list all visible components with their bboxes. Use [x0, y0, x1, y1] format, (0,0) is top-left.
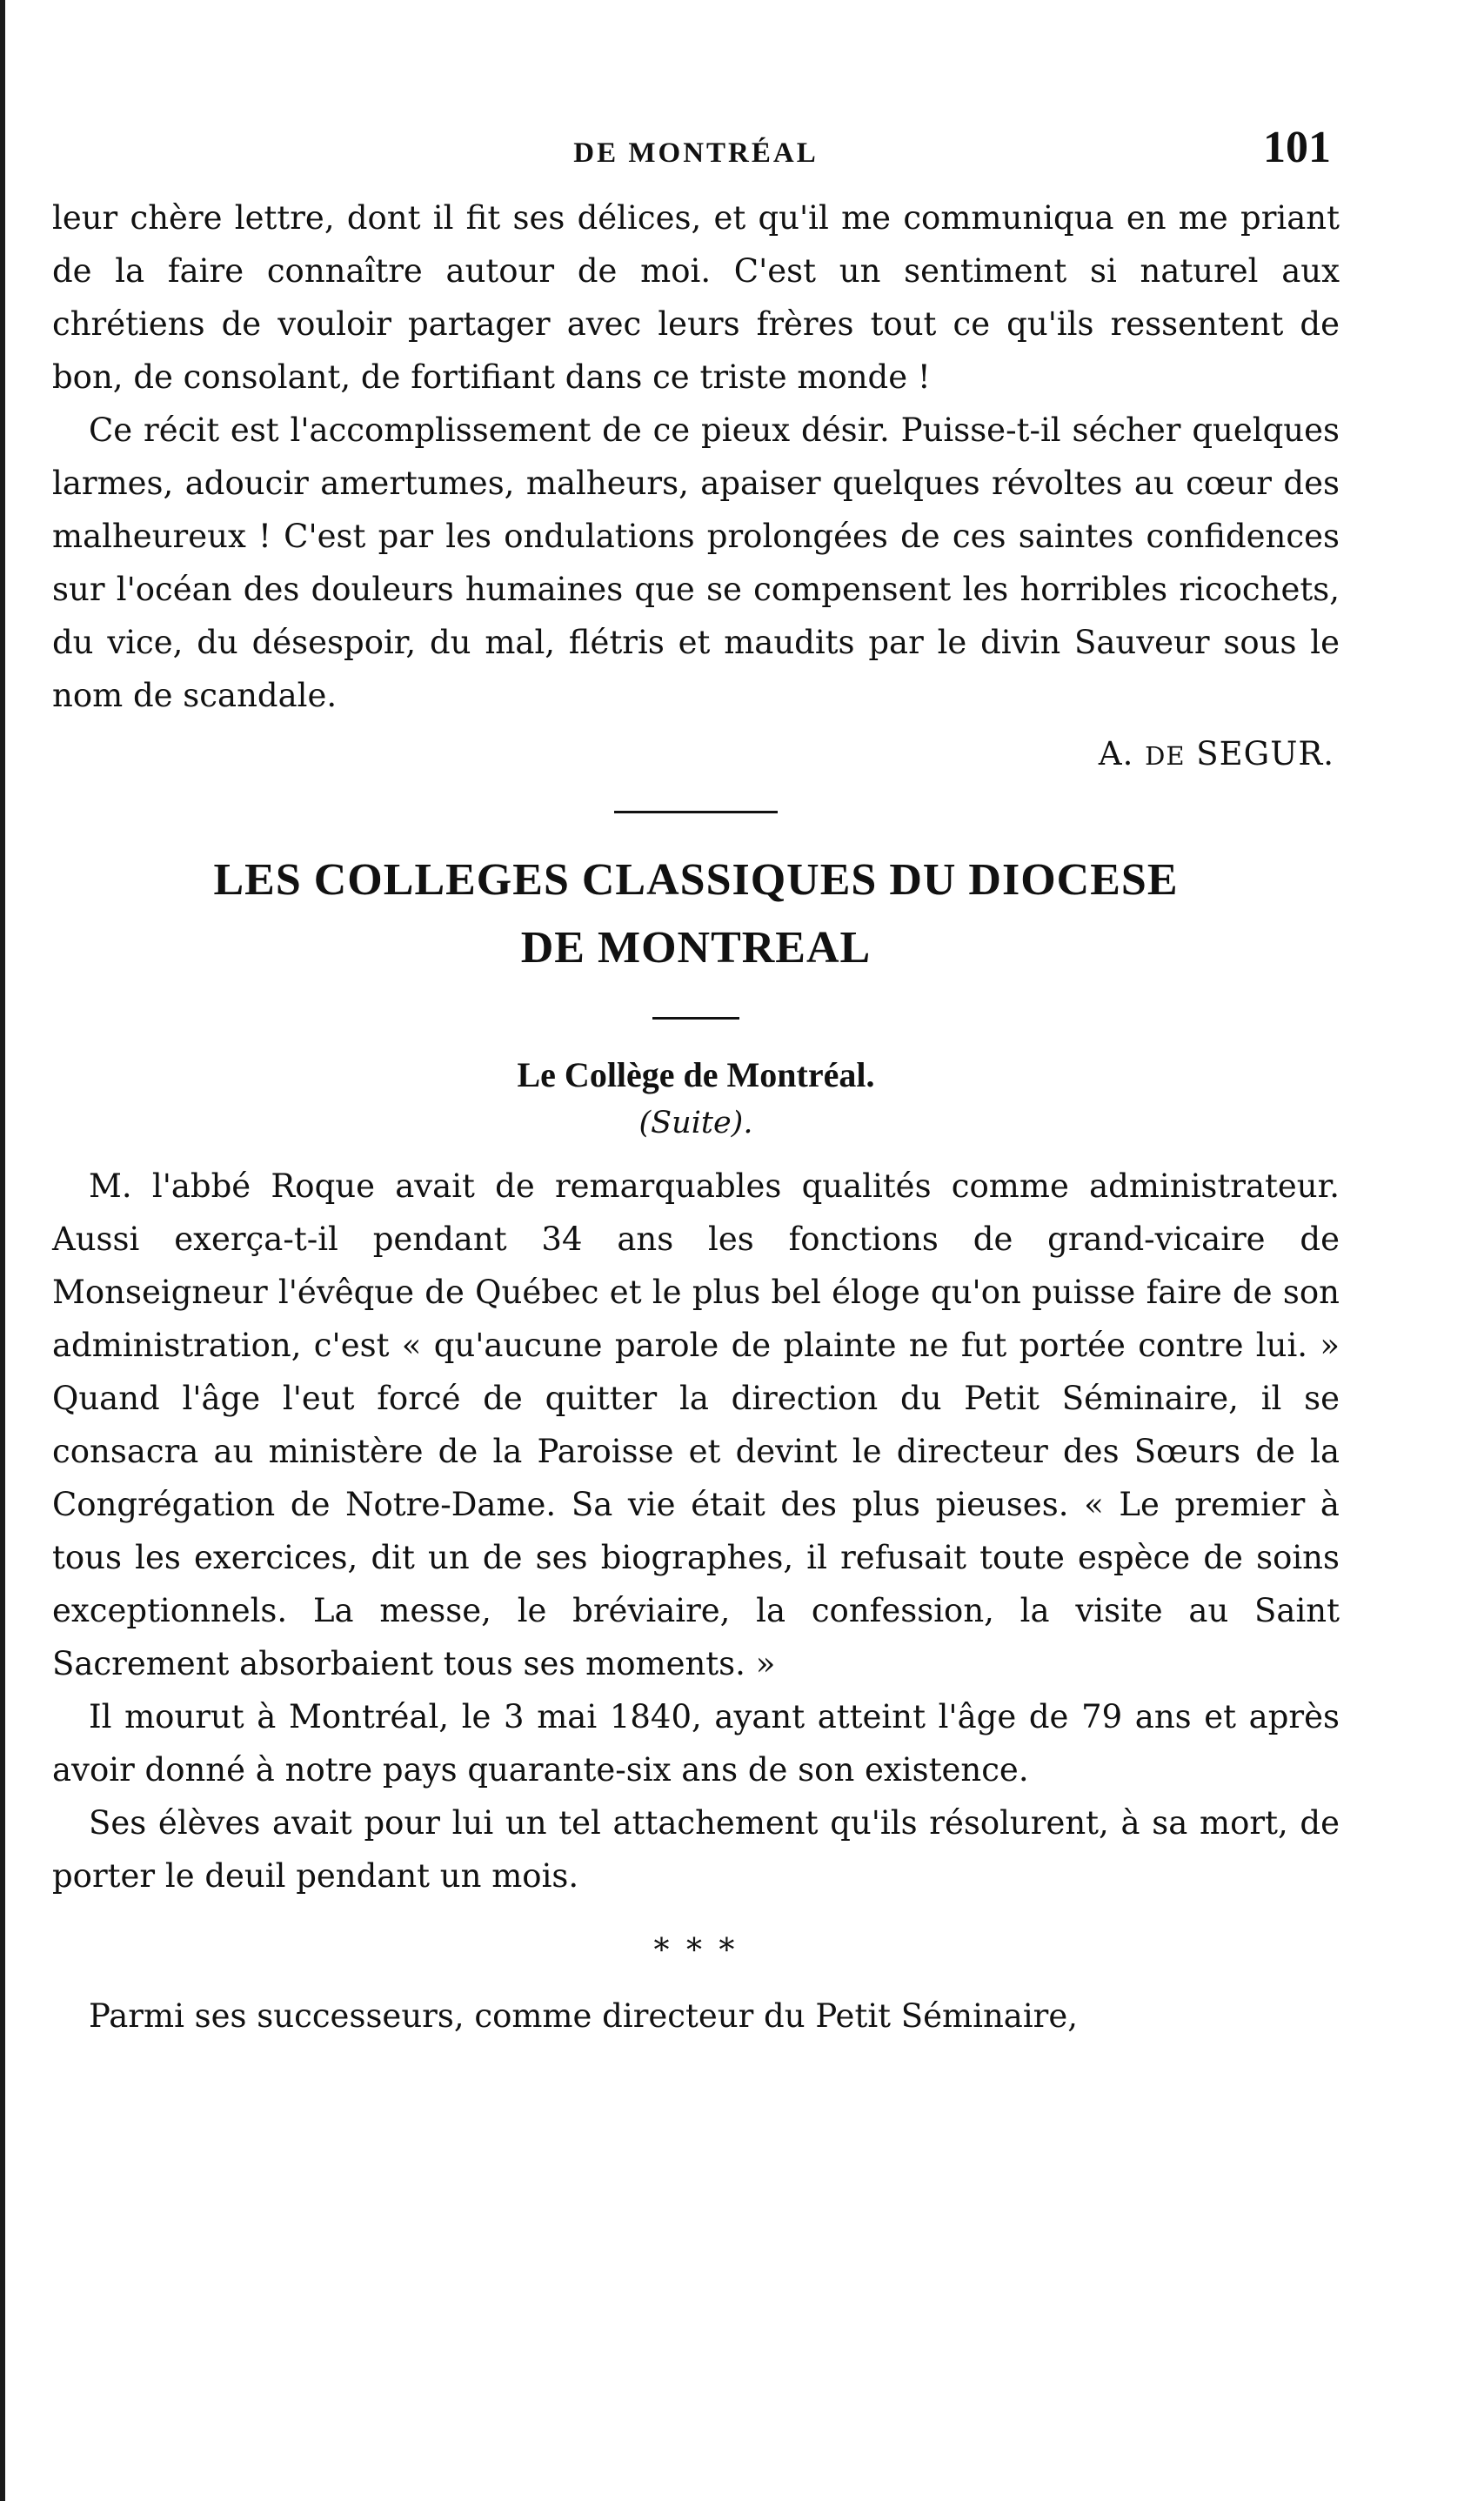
- chapter-subtitle: Le Collège de Montréal.: [517, 1055, 875, 1094]
- page-edge-rule: [0, 0, 5, 2501]
- asterism: * * *: [653, 1933, 739, 1969]
- author-signature: [52, 727, 1334, 783]
- section-title-line-2: DE MONTREAL: [520, 923, 872, 973]
- signature-particle: DE: [1145, 741, 1186, 771]
- signature-initial: A.: [1098, 735, 1134, 772]
- paragraph-successors: Parmi ses successeurs, comme directeur du Petit Séminaire,: [89, 1997, 1079, 2035]
- title-divider: [652, 1017, 739, 1020]
- signature-name: SEGUR.: [1196, 735, 1334, 772]
- continuation-note: (Suite).: [638, 1106, 753, 1140]
- running-head: DE MONTRÉAL: [573, 137, 819, 169]
- paragraph-roque: M. l'abbé Roque avait de remarquables qualités comme administrateur. Aussi exerça-t-il pendant 34 ans les fonctions de grand-vicaire de Monseigneur l'évêque de Québec et le plus bel éloge qu'on puisse faire de son administration, c'est « qu'aucune parole de plainte ne fut portée contre lui. » Quand l'âge l'eut forcé de quitter la direction du Petit Séminaire, il se consacra au ministère de la Paroisse et devint le directeur des Sœurs de la Congrégation de Notre-Dame. Sa vie était des plus pieuses. « Le premier à tous les exercices, dit un de ses biographes, il refusait toute espèce de soins exceptionnels. La messe, le bréviaire, la confession, la visite au Saint Sacrement absorbaient tous ses moments. »: [52, 1167, 1340, 1682]
- paragraph-letter: leur chère lettre, dont il fit ses délices, et qu'il me communiqua en me priant de la faire connaître autour de moi. C'est un sentiment si naturel aux chrétiens de vouloir partager avec leurs frères tout ce qu'ils ressentent de bon, de consolant, de fortifiant dans ce triste monde !: [52, 199, 1340, 396]
- page-number: 101: [1263, 123, 1331, 172]
- paragraph-students: Ses élèves avait pour lui un tel attachement qu'ils résolurent, à sa mort, de porter le deuil pendant un mois.: [52, 1804, 1340, 1895]
- paragraph-death: Il mourut à Montréal, le 3 mai 1840, ayant atteint l'âge de 79 ans et après avoir donné à notre pays quarante-six ans de son existence.: [52, 1698, 1340, 1789]
- section-title-line-1: LES COLLEGES CLASSIQUES DU DIOCESE: [213, 855, 1179, 905]
- page-header: [52, 113, 1340, 191]
- section-title: [52, 846, 1340, 982]
- book-page: [52, 113, 1340, 2043]
- paragraph-recit: Ce récit est l'accomplissement de ce pieux désir. Puisse-t-il sécher quelques larmes, adoucir amertumes, malheurs, apaiser quelques révoltes au cœur des malheureux ! C'est par les ondulations prolongées de ces saintes confidences sur l'océan des douleurs humaines que se compensent les horribles ricochets, du vice, du désespoir, du mal, flétris et maudits par le divin Sauveur sous le nom de scandale.: [52, 411, 1340, 714]
- section-divider: [614, 811, 778, 813]
